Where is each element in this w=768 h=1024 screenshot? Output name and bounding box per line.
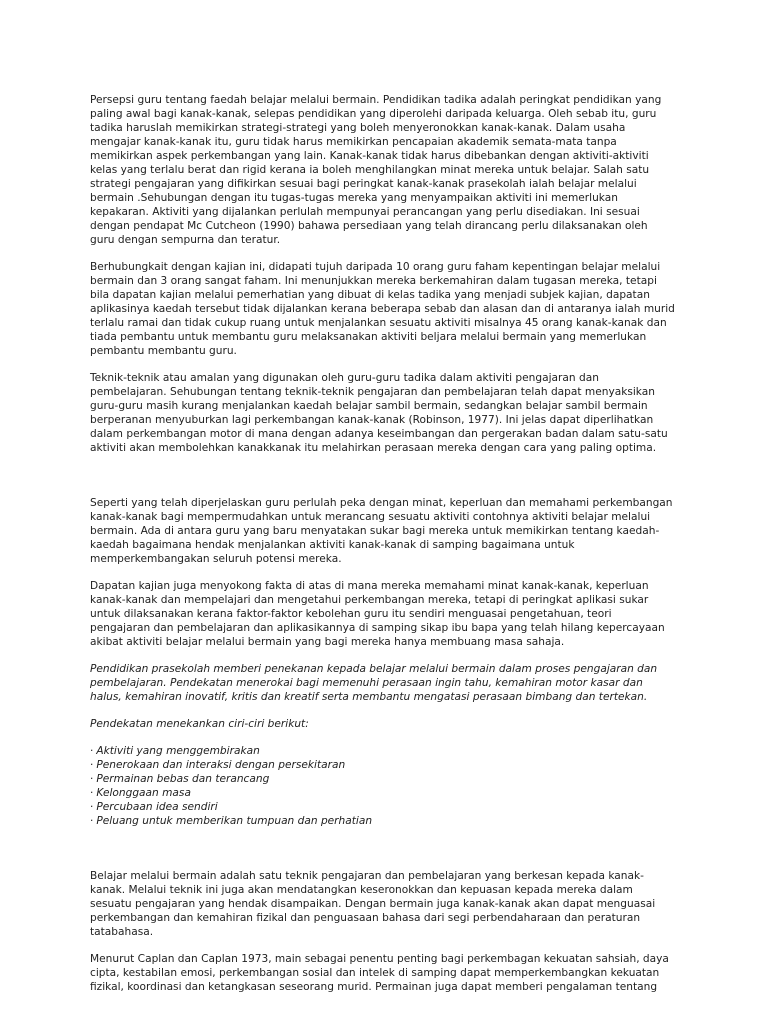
document-body (90, 93, 675, 1007)
list-item (90, 786, 675, 800)
bullet-text: Peluang untuk memberikan tumpuan dan perhatian (96, 815, 373, 827)
bullet-dot: · (90, 801, 94, 813)
list-item (90, 814, 675, 828)
bullet-text: Penerokaan dan interaksi dengan persekitaran (96, 759, 346, 771)
paragraph-teknik-teknik: Teknik-teknik atau amalan yang digunakan oleh guru-guru tadika dalam aktiviti pengajaran dan pembelajaran. Sehubungan tentang teknik-teknik pengajaran dan pembelajaran telah dapat menyaksikan guru-guru masih kurang menjalankan kaedah belajar sambil bermain, sedangkan belajar sambil bermain berperanan menyuburkan lagi perkembangan kanak-kanak (Robinson, 1977). Ini jelas dapat diperlihatkan dalam perkembangan motor di mana dengan adanya keseimbangan dan pergerakan badan dalam satu-satu aktiviti akan membolehkan kanakkanak itu melahirkan perasaan mereka dengan cara yang paling optima. (90, 372, 668, 454)
bullet-dot: · (90, 745, 94, 757)
bullet-dot: · (90, 773, 94, 785)
paragraph-pendekatan-heading: Pendekatan menekankan ciri-ciri berikut: (90, 718, 309, 730)
paragraph-belajar-melalui-bermain: Belajar melalui bermain adalah satu teknik pengajaran dan pembelajaran yang berkesan kepada kanak-kanak. Melalui teknik ini juga akan mendatangkan keseronokkan dan kepuasan kepada mereka dalam sesuatu pengajaran yang hendak disampaikan. Dengan bermain juga kanak-kanak akan dapat menguasai perkembangan dan kemahiran fizikal dan penguasaan bahasa dari segi perbendaharaan dan peraturan tatabahasa. (90, 870, 656, 938)
bullet-text: Permainan bebas dan terancang (96, 773, 270, 785)
list-item (90, 800, 675, 814)
bullet-text: Percubaan idea sendiri (96, 801, 218, 813)
bullet-list (90, 744, 675, 828)
bullet-text: Kelonggaan masa (96, 787, 191, 799)
paragraph-menurut-caplan: Menurut Caplan dan Caplan 1973, main sebagai penentu penting bagi perkembagan kekuatan sahsiah, daya cipta, kestabilan emosi, perkembangan sosial dan intelek di samping dapat memperkembangkan kekuatan fizikal, koordinasi dan ketangkasan seseorang murid. Permainan juga dapat memberi pengalaman tentang (90, 953, 669, 993)
paragraph-persepsi-guru: Persepsi guru tentang faedah belajar melalui bermain. Pendidikan tadika adalah peringkat pendidikan yang paling awal bagi kanak-kanak, selepas pendidikan yang diperolehi daripada keluarga. Oleh sebab itu, guru tadika haruslah memikirkan strategi-strategi yang boleh menyeronokkan kanak-kanak. Dalam usaha mengajar kanak-kanak itu, guru tidak harus memikirkan pencapaian akademik semata-mata tanpa memikirkan aspek perkembangan yang lain. Kanak-kanak tidak harus dibebankan dengan aktiviti-aktiviti kelas yang terlalu berat dan rigid kerana ia boleh menghilangkan minat mereka untuk belajar. Salah satu strategi pengajaran yang difikirkan sesuai bagi peringkat kanak-kanak prasekolah ialah belajar melalui bermain .Sehubungan dengan itu tugas-tugas mereka yang menyampaikan aktiviti ini memerlukan kepakaran. Aktiviti yang dijalankan perlulah mempunyai perancangan yang perlu disediakan. Ini sesuai dengan pendapat Mc Cutcheon (1990) bahawa persediaan yang telah dirancang perlu dilaksanakan oleh guru dengan sempurna dan teratur. (90, 94, 662, 246)
paragraph-dapatan-kajian: Dapatan kajian juga menyokong fakta di atas di mana mereka memahami minat kanak-kanak, keperluan kanak-kanak dan mempelajari dan mengetahui perkembangan mereka, tetapi di peringkat aplikasi sukar untuk dilaksanakan kerana faktor-faktor kebolehan guru itu sendiri menguasai pengetahuan, teori pengajaran dan pembelajaran dan aplikasikannya di samping sikap ibu bapa yang telah hilang kepercayaan akibat aktiviti belajar melalui bermain yang bagi mereka hanya membuang masa sahaja. (90, 580, 665, 648)
bullet-dot: · (90, 787, 94, 799)
list-item (90, 744, 675, 758)
paragraph-seperti-yang-telah: Seperti yang telah diperjelaskan guru perlulah peka dengan minat, keperluan dan memahami perkembangan kanak-kanak bagi mempermudahkan untuk merancang sesuatu aktiviti contohnya aktiviti belajar melalui bermain. Ada di antara guru yang baru menyatakan sukar bagi mereka untuk memikirkan tentang kaedah-kaedah bagaimana hendak menjalankan aktiviti kanak-kanak di samping bagaimana untuk memperkembangakan seluruh potensi mereka. (90, 497, 673, 565)
list-item (90, 758, 675, 772)
list-item (90, 772, 675, 786)
paragraph-pendidikan-prasekolah: Pendidikan prasekolah memberi penekanan kepada belajar melalui bermain dalam proses pengajaran dan pembelajaran. Pendekatan menerokai bagi memenuhi perasaan ingin tahu, kemahiran motor kasar dan halus, kemahiran inovatif, kritis dan kreatif serta membantu mengatasi perasaan bimbang dan tertekan. (90, 663, 658, 703)
paragraph-berhubungkait: Berhubungkait dengan kajian ini, didapati tujuh daripada 10 orang guru faham kepentingan belajar melalui bermain dan 3 orang sangat faham. Ini menunjukkan mereka berkemahiran dalam tugasan mereka, tetapi bila dapatan kajian melalui pemerhatian yang dibuat di kelas tadika yang menjadi subjek kajian, dapatan aplikasinya kaedah tersebut tidak dijalankan kerana beberapa sebab dan alasan dan di antaranya ialah murid terlalu ramai dan tidak cukup ruang untuk menjalankan sesuatu aktiviti misalnya 45 orang kanak-kanak dan tiada pembantu untuk membantu guru melaksanakan aktiviti beljara melalui bermain yang memerlukan pembantu membantu guru. (90, 261, 675, 357)
bullet-text: Aktiviti yang menggembirakan (96, 745, 260, 757)
bullet-dot: · (90, 815, 94, 827)
bullet-dot: · (90, 759, 94, 771)
